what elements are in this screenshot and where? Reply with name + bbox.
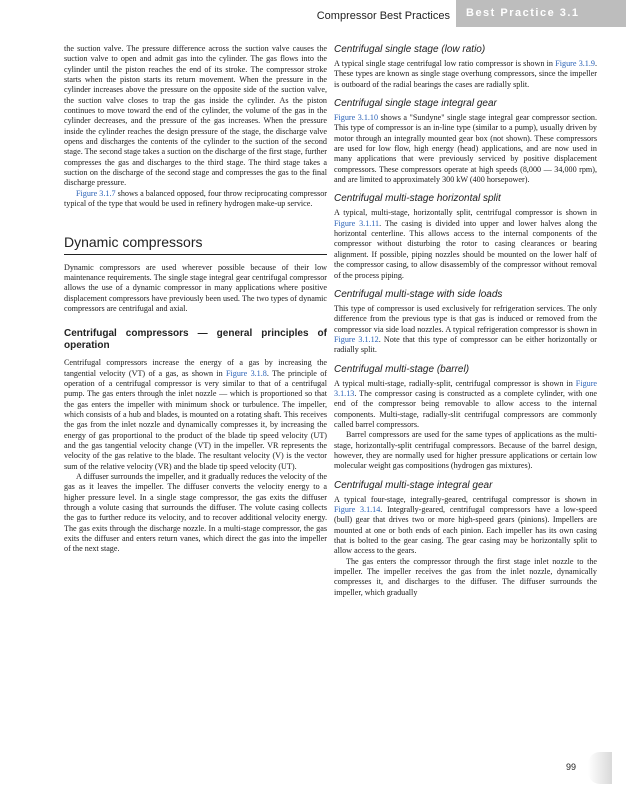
- paragraph-multi-stage-side-loads: This type of compressor is used exclusively for refrigeration services. The only difference from the previous type is that gas is induced or removed from the compressor via side load nozzles. A typical refrigeration compressor is shown in Figure 3.1.12. Note that this type of compressor can be either horizontally or radially split.: [334, 303, 597, 355]
- section-heading-dynamic-compressors: Dynamic compressors: [64, 234, 327, 255]
- subsection-heading-centrifugal-principles: Centrifugal compressors — general principles of operation: [64, 328, 327, 352]
- figure-link[interactable]: Figure 3.1.8: [226, 368, 267, 378]
- heading-single-stage-low-ratio: Centrifugal single stage (low ratio): [334, 44, 486, 55]
- paragraph-centrifugal-principles: Centrifugal compressors increase the energy of a gas by increasing the tangential velocity (VT) of a gas, as shown in Figure 3.1.8. The principle of operation of a centrifugal compressor is very similar to that of a centrifugal pump. The gas enters through the inlet nozzle — which is proportioned so that the gas enters the impeller with minimum shock or turbulence. The impeller, which consists of a hub and blades, is mounted on a rotating shaft. This receives the gas from the inlet nozzle and dynamically compresses it, by increasing the energy of gas proportional to the product of the blade tip speed velocity (UT) and the gas tangential velocity change (VT) in the impeller. VR represents the velocity of the gas relative to the blade. The resultant velocity (V) is the vector sum of the relative velocity (VR) and the blade tip speed velocity (UT).: [64, 358, 328, 471]
- paragraph-diffuser: A diffuser surrounds the impeller, and it gradually reduces the velocity of the gas as it leaves the impeller. The diffuser converts the velocity energy to a higher pressure level. In a single stage compressor, the gas exits the diffuser through a volute casing that surrounds the diffuser. The volute casing collects the gas to further reduce its velocity, and to recover additional velocity energy. The gas exits through the discharge nozzle. In a multi-stage compressor, the gas exits the diffuser and enters return vanes, which direct the gas into the impeller of the next stage.: [64, 472, 327, 554]
- section-tab-label: Best Practice 3.1: [466, 7, 580, 19]
- figure-link[interactable]: Figure 3.1.12: [334, 334, 379, 344]
- page-edge-tab: [588, 752, 612, 784]
- heading-multi-stage-barrel: Centrifugal multi-stage (barrel): [334, 363, 470, 375]
- right-column: [334, 44, 597, 598]
- figure-link[interactable]: Figure 3.1.13: [334, 378, 598, 398]
- paragraph-single-stage-integral-gear: Figure 3.1.10 shows a "Sundyne" single stage integral gear compressor section. This type of compressor is an in-line type (similar to a pump), usually driven by motor through an integrally mounted gear box (not shown). These compressors are used for low flow, high energy (head) applications, and are now used in many applications that were previously serviced by positive displacement compressors. These compressors operate at high speeds (8,000 — 34,000 rpm), and are limited to approximately 300 kW (400 horsepower).: [334, 113, 598, 185]
- heading-single-stage-integral-gear: Centrifugal single stage integral gear: [334, 98, 497, 110]
- figure-link[interactable]: Figure 3.1.10: [334, 113, 379, 123]
- heading-multi-stage-integral-gear: Centrifugal multi-stage integral gear: [334, 479, 493, 491]
- paragraph-multi-stage-horizontal-split: A typical, multi-stage, horizontally split, centrifugal compressor is shown in Figure 3.1.11. The casing is divided into upper and lower halves along the horizontal centerline. This allows access to the internal components of the compressor without disturbing the rotor to casing clearances or bearing alignment. If possible, piping nozzles should be mounted on the lower half of the compressor casing, to allow disassembly of the compressor without removal of the process piping.: [334, 208, 597, 280]
- figure-link[interactable]: Figure 3.1.11: [334, 218, 380, 228]
- section-tab: [456, 0, 626, 27]
- heading-multi-stage-horizontal-split: Centrifugal multi-stage horizontal split: [334, 193, 501, 205]
- heading-multi-stage-side-loads: Centrifugal multi-stage with side loads: [334, 288, 503, 300]
- paragraph-reciprocating-continued: the suction valve. The pressure difference across the suction valve causes the suction valve to open and admit gas into the cylinder. The gas flows into the cylinder until the piston reaches the end of its stroke. The compressor stroke starts when the piston starts its return movement. When the pressure in the cylinder increases above the pressure on the opposite side of the suction valve, the suction valve closes to trap the gas inside the cylinder. As the piston continues to move toward the end of the cylinder, the volume of the gas in the cylinder decreases, and the pressure of the gas increases. When the pressure inside the cylinder reaches the design pressure of the stage, the discharge valve opens and discharges the contents of the cylinder to the suction of the second stage. The second stage takes a suction on the discharge of the first stage, further compresses the gas and discharges to the third stage. The third stage takes a suction on the discharge of the second stage and compresses the gas to the final discharge pressure.: [64, 44, 327, 188]
- paragraph-figure-3-1-7: Figure 3.1.7 shows a balanced opposed, four throw reciprocating compressor typical of the type that would be used in refinery hydrogen make-up service.: [64, 188, 327, 209]
- page-number: 99: [566, 762, 577, 772]
- figure-link[interactable]: Figure 3.1.14: [334, 505, 381, 514]
- paragraph-multi-stage-barrel: A typical multi-stage, radially-split, centrifugal compressor is shown in Figure 3.1.13. The compressor casing is constructed as a complete cylinder, with one end of the compressor being removable to allow access to the internal components. Multi-stage, radially-slit centrifugal compressors are commonly called barrel compressors.: [334, 378, 598, 429]
- figure-link[interactable]: Figure 3.1.9: [555, 59, 595, 68]
- running-header-title: Compressor Best Practices: [316, 10, 450, 22]
- paragraph-barrel-applications: Barrel compressors are used for the same types of applications as the multi-stage, horizontally-split centrifugal compressors. Because of the barrel design, however, they are normally used for higher pressure applications or certain low molecular weight gas compositions (hydrogen gas mixtures).: [334, 430, 597, 471]
- paragraph-multi-stage-integral-gear: A typical four-stage, integrally-geared, centrifugal compressor is shown in Figure 3.1.14. Integrally-geared, centrifugal compressors have a low-speed (bull) gear that drives two or more high-speed gears (pinions). Impellers are mounted at one or both ends of each pinion. Each impeller has its own casing that is bolted to the gear casing. The gear casing may be horizontally split to allow access to the gears.: [334, 494, 597, 556]
- paragraph-gas-path: The gas enters the compressor through the first stage inlet nozzle to the impeller. The impeller receives the gas from the inlet nozzle, dynamically compresses it, and discharges to the diffuser. The diffuser surrounds the impeller, which gradually: [334, 556, 597, 597]
- paragraph-single-stage-low-ratio: A typical single stage centrifugal low ratio compressor is shown in Figure 3.1.9. These types are known as single stage overhung compressors, since the impeller is outboard of the radial bearings the cases are radially split.: [334, 59, 597, 89]
- figure-link[interactable]: Figure 3.1.7: [76, 188, 116, 198]
- paragraph-dynamic-intro: Dynamic compressors are used wherever possible because of their low maintenance requirements. The single stage integral gear centrifugal compressor allows the use of a dynamic compressor in many applications where positive displacement compressors have previously been used. The two types of dynamic compressors are centrifugal and axial.: [64, 262, 327, 313]
- left-column: [64, 44, 327, 555]
